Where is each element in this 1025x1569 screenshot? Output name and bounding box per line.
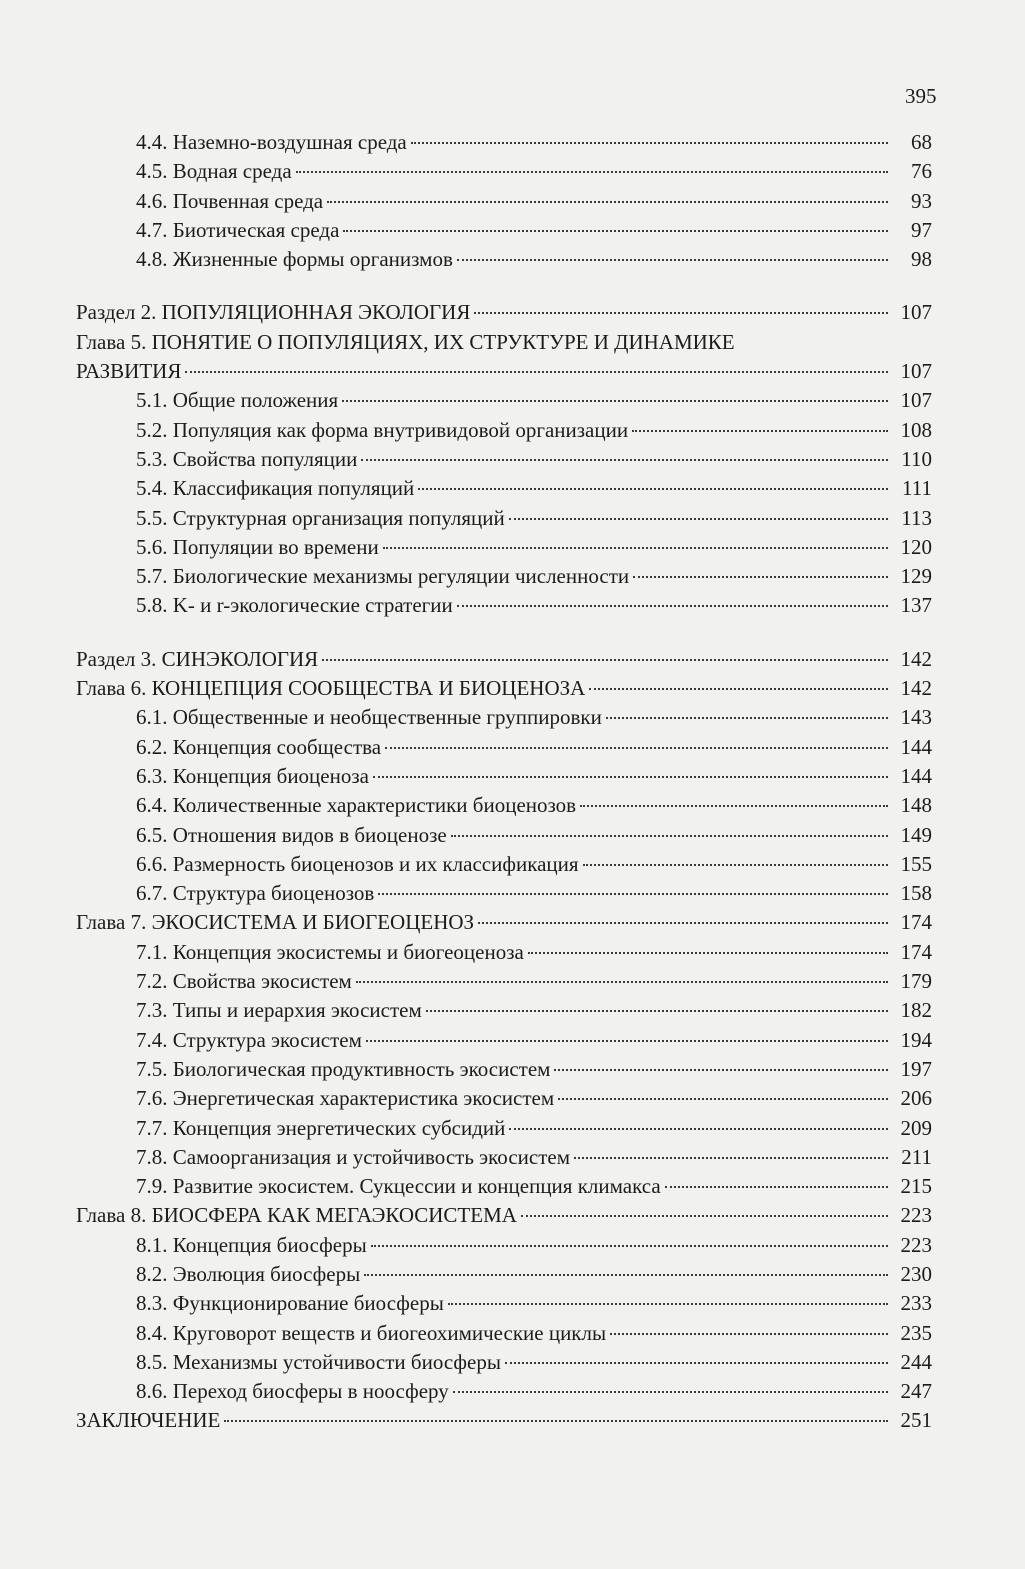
dot-leader	[457, 259, 888, 261]
toc-entry-title: 7.6. Энергетическая характеристика экосистем	[136, 1086, 555, 1111]
dot-leader	[580, 805, 888, 807]
dot-leader	[361, 459, 888, 461]
toc-entry-page: 230	[900, 1261, 932, 1286]
toc-entry-title: Раздел 2. ПОПУЛЯЦИОННАЯ ЭКОЛОГИЯ	[76, 300, 471, 325]
toc-entry-page: 68	[911, 130, 932, 154]
table-of-contents	[0, 128, 1025, 1436]
toc-entry-section3[interactable]	[76, 645, 932, 674]
toc-entry[interactable]	[136, 996, 932, 1025]
dot-leader	[457, 605, 888, 607]
dot-leader	[378, 893, 888, 895]
toc-entry[interactable]	[136, 733, 932, 762]
dot-leader	[296, 171, 888, 173]
toc-entry[interactable]	[136, 1084, 932, 1113]
toc-entry-page: 223	[900, 1232, 932, 1257]
dot-leader	[383, 547, 888, 549]
dot-leader	[224, 1420, 888, 1422]
toc-entry[interactable]	[136, 791, 932, 820]
toc-entry-page: 215	[900, 1174, 932, 1199]
toc-entry[interactable]	[136, 879, 932, 908]
dot-leader	[356, 981, 888, 983]
toc-entry-page: 247	[900, 1379, 932, 1404]
dot-leader	[478, 922, 888, 924]
toc-entry[interactable]	[136, 416, 932, 445]
toc-entry-page: 144	[900, 763, 932, 788]
toc-entry-page: 194	[900, 1027, 932, 1052]
toc-entry-title: 7.9. Развитие экосистем. Сукцессии и концепция климакса	[136, 1174, 661, 1199]
toc-entry-title: ЗАКЛЮЧЕНИЕ	[76, 1408, 221, 1433]
toc-entry[interactable]	[136, 386, 932, 415]
toc-entry[interactable]	[136, 187, 932, 216]
dot-leader	[589, 688, 888, 690]
toc-entry-title: 5.2. Популяция как форма внутривидовой организации	[136, 417, 629, 442]
toc-entry-title: 6.4. Количественные характеристики биоценозов	[136, 793, 577, 818]
toc-entry-title: 6.7. Структура биоценозов	[136, 881, 375, 906]
toc-entry-title: 6.1. Общественные и необщественные группировки	[136, 705, 602, 730]
toc-entry-title: 8.5. Механизмы устойчивости биосферы	[136, 1349, 501, 1374]
toc-entry-page: 143	[900, 705, 932, 730]
toc-entry-page: 137	[900, 593, 932, 618]
dot-leader	[509, 518, 888, 520]
dot-leader	[451, 835, 888, 837]
toc-entry-chapter5[interactable]	[76, 357, 932, 386]
dot-leader	[574, 1157, 888, 1159]
dot-leader	[185, 371, 888, 373]
dot-leader	[453, 1391, 888, 1393]
toc-entry-page: 223	[900, 1203, 932, 1228]
toc-entry-page: 211	[901, 1144, 932, 1169]
toc-entry-page: 142	[900, 676, 932, 701]
toc-entry[interactable]	[136, 1055, 932, 1084]
toc-entry-page: 235	[900, 1320, 932, 1345]
toc-entry-title: 5.1. Общие положения	[136, 388, 339, 413]
dot-leader	[373, 776, 888, 778]
toc-entry-page: 97	[911, 217, 932, 242]
toc-entry-title: Глава 6. КОНЦЕПЦИЯ СООБЩЕСТВА И БИОЦЕНОЗА	[76, 676, 586, 701]
dot-leader	[665, 1186, 888, 1188]
toc-entry-page: 148	[900, 793, 932, 818]
dot-leader	[385, 747, 888, 749]
toc-entry-page: 209	[900, 1115, 932, 1140]
toc-entry[interactable]	[136, 562, 932, 591]
toc-group-chapter8	[0, 1231, 1025, 1407]
toc-entry-title: 7.7. Концепция энергетических субсидий	[136, 1115, 506, 1140]
toc-entry-page: 179	[900, 969, 932, 994]
toc-entry-title: 5.6. Популяции во времени	[136, 534, 379, 559]
page-number: 395	[905, 84, 937, 108]
toc-entry-title: 8.3. Функционирование биосферы	[136, 1291, 444, 1316]
toc-entry-title: 4.6. Почвенная среда	[136, 188, 324, 213]
toc-entry[interactable]	[136, 821, 932, 850]
dot-leader	[366, 1040, 888, 1042]
toc-entry[interactable]	[136, 762, 932, 791]
toc-entry-title: Глава 8. БИОСФЕРА КАК МЕГАЭКОСИСТЕМА	[76, 1203, 517, 1228]
toc-entry-page: 251	[900, 1408, 932, 1433]
dot-leader	[633, 576, 888, 578]
toc-entry-title: 7.5. Биологическая продуктивность экосистем	[136, 1056, 551, 1081]
toc-entry-page: 206	[900, 1086, 932, 1111]
toc-entry[interactable]	[136, 1231, 932, 1260]
dot-leader	[606, 717, 888, 719]
toc-entry-page: 120	[900, 534, 932, 559]
dot-leader	[558, 1098, 888, 1100]
toc-entry-page: 107	[900, 359, 932, 384]
toc-entry-chapter8[interactable]	[76, 1201, 932, 1230]
toc-entry-title: 6.3. Концепция биоценоза	[136, 763, 369, 788]
dot-leader	[505, 1362, 888, 1364]
toc-entry-page: 149	[900, 822, 932, 847]
toc-entry-title: 4.4. Наземно-воздушная среда	[136, 130, 407, 154]
toc-entry-page: 197	[900, 1056, 932, 1081]
toc-entry[interactable]	[136, 1289, 932, 1318]
toc-entry-page: 107	[900, 388, 932, 413]
toc-entry-chapter7[interactable]	[76, 908, 932, 937]
toc-entry-title: 5.3. Свойства популяции	[136, 446, 358, 471]
dot-leader	[509, 1128, 888, 1130]
toc-entry-title: 7.1. Концепция экосистемы и биогеоценоза	[136, 939, 524, 964]
toc-entry-title: 7.3. Типы и иерархия экосистем	[136, 998, 422, 1023]
toc-entry-page: 144	[900, 734, 932, 759]
dot-leader	[610, 1333, 888, 1335]
dot-leader	[322, 659, 888, 661]
toc-entry-page: 110	[901, 446, 932, 471]
dot-leader	[426, 1010, 888, 1012]
toc-entry-title: 5.5. Структурная организация популяций	[136, 505, 505, 530]
toc-entry-page: 107	[900, 300, 932, 325]
toc-entry-page: 182	[900, 998, 932, 1023]
toc-entry[interactable]	[136, 1348, 932, 1377]
toc-entry[interactable]	[136, 1260, 932, 1289]
toc-entry[interactable]	[136, 1114, 932, 1143]
toc-group-chapter5	[0, 386, 1025, 620]
toc-entry-page: 93	[911, 188, 932, 213]
spacer	[0, 621, 1025, 645]
toc-entry-page: 111	[902, 476, 932, 501]
toc-entry[interactable]	[136, 474, 932, 503]
toc-entry-page: 113	[901, 505, 932, 530]
toc-entry-title: Глава 7. ЭКОСИСТЕМА И БИОГЕОЦЕНОЗ	[76, 910, 475, 935]
dot-leader	[632, 430, 888, 432]
dot-leader	[327, 201, 888, 203]
toc-entry-page: 142	[900, 646, 932, 671]
dot-leader	[371, 1245, 888, 1247]
toc-entry[interactable]	[136, 703, 932, 732]
toc-entry[interactable]	[136, 157, 932, 186]
toc-entry-conclusion[interactable]	[76, 1406, 932, 1435]
toc-entry[interactable]	[136, 967, 932, 996]
toc-entry-title: 4.8. Жизненные формы организмов	[136, 247, 453, 272]
toc-entry-page: 108	[900, 417, 932, 442]
toc-entry[interactable]	[136, 938, 932, 967]
toc-entry-title: 7.8. Самоорганизация и устойчивость экосистем	[136, 1144, 570, 1169]
toc-entry-title: Раздел 3. СИНЭКОЛОГИЯ	[76, 646, 319, 671]
toc-entry[interactable]	[136, 504, 932, 533]
toc-entry-title: 7.4. Структура экосистем	[136, 1027, 362, 1052]
toc-entry-page: 233	[900, 1291, 932, 1316]
toc-entry[interactable]	[136, 1143, 932, 1172]
toc-entry-page: 76	[911, 159, 932, 184]
toc-entry-page: 98	[911, 247, 932, 272]
toc-entry-page: 129	[900, 564, 932, 589]
toc-entry-title: 8.6. Переход биосферы в ноосферу	[136, 1379, 449, 1404]
toc-entry-title: 7.2. Свойства экосистем	[136, 969, 352, 994]
dot-leader	[521, 1215, 888, 1217]
toc-entry[interactable]	[136, 445, 932, 474]
toc-entry[interactable]	[136, 1319, 932, 1348]
dot-leader	[418, 488, 888, 490]
spacer	[0, 274, 1025, 298]
toc-entry-title: 6.6. Размерность биоценозов и их классификация	[136, 851, 579, 876]
toc-entry-title: 6.2. Концепция сообщества	[136, 734, 382, 759]
toc-entry[interactable]	[136, 245, 932, 274]
toc-entry-page: 174	[900, 910, 932, 935]
toc-entry[interactable]	[136, 850, 932, 879]
toc-entry-page: 174	[900, 939, 932, 964]
toc-entry-title: РАЗВИТИЯ	[76, 359, 182, 384]
toc-entry[interactable]	[136, 591, 932, 620]
toc-entry-title: 5.8. K- и r-экологические стратегии	[136, 593, 453, 618]
toc-entry-title: 8.2. Эволюция биосферы	[136, 1261, 361, 1286]
dot-leader	[364, 1274, 888, 1276]
toc-entry-title: 4.5. Водная среда	[136, 159, 292, 184]
toc-entry[interactable]	[136, 128, 932, 157]
toc-entry-title: 6.5. Отношения видов в биоценозе	[136, 822, 447, 847]
toc-group-chapter4	[0, 128, 1025, 274]
dot-leader	[343, 230, 888, 232]
toc-entry-chapter5-title[interactable]: Глава 5. ПОНЯТИЕ О ПОПУЛЯЦИЯХ, ИХ СТРУКТУРЕ И ДИНАМИКЕ	[76, 329, 735, 354]
toc-entry-title: 8.4. Круговорот веществ и биогеохимические циклы	[136, 1320, 607, 1345]
toc-entry-page: 158	[900, 881, 932, 906]
toc-entry[interactable]	[136, 1026, 932, 1055]
dot-leader	[474, 312, 888, 314]
toc-entry[interactable]	[136, 216, 932, 245]
toc-entry-title: 5.7. Биологические механизмы регуляции численности	[136, 564, 630, 589]
toc-entry-title: 8.1. Концепция биосферы	[136, 1232, 367, 1257]
dot-leader	[448, 1303, 888, 1305]
toc-entry-page: 155	[900, 851, 932, 876]
toc-entry-section2[interactable]	[76, 298, 932, 327]
dot-leader	[528, 952, 888, 954]
toc-entry-title: 4.7. Биотическая среда	[136, 217, 340, 242]
dot-leader	[554, 1069, 888, 1071]
toc-entry-chapter6[interactable]	[76, 674, 932, 703]
toc-group-chapter6	[0, 703, 1025, 908]
toc-entry-page: 244	[900, 1349, 932, 1374]
toc-entry[interactable]	[136, 533, 932, 562]
dot-leader	[411, 142, 888, 144]
dot-leader	[583, 864, 888, 866]
toc-entry[interactable]	[136, 1377, 932, 1406]
dot-leader	[342, 400, 888, 402]
toc-entry[interactable]	[136, 1172, 932, 1201]
toc-entry-title: 5.4. Классификация популяций	[136, 476, 415, 501]
toc-group-chapter7	[0, 938, 1025, 1202]
